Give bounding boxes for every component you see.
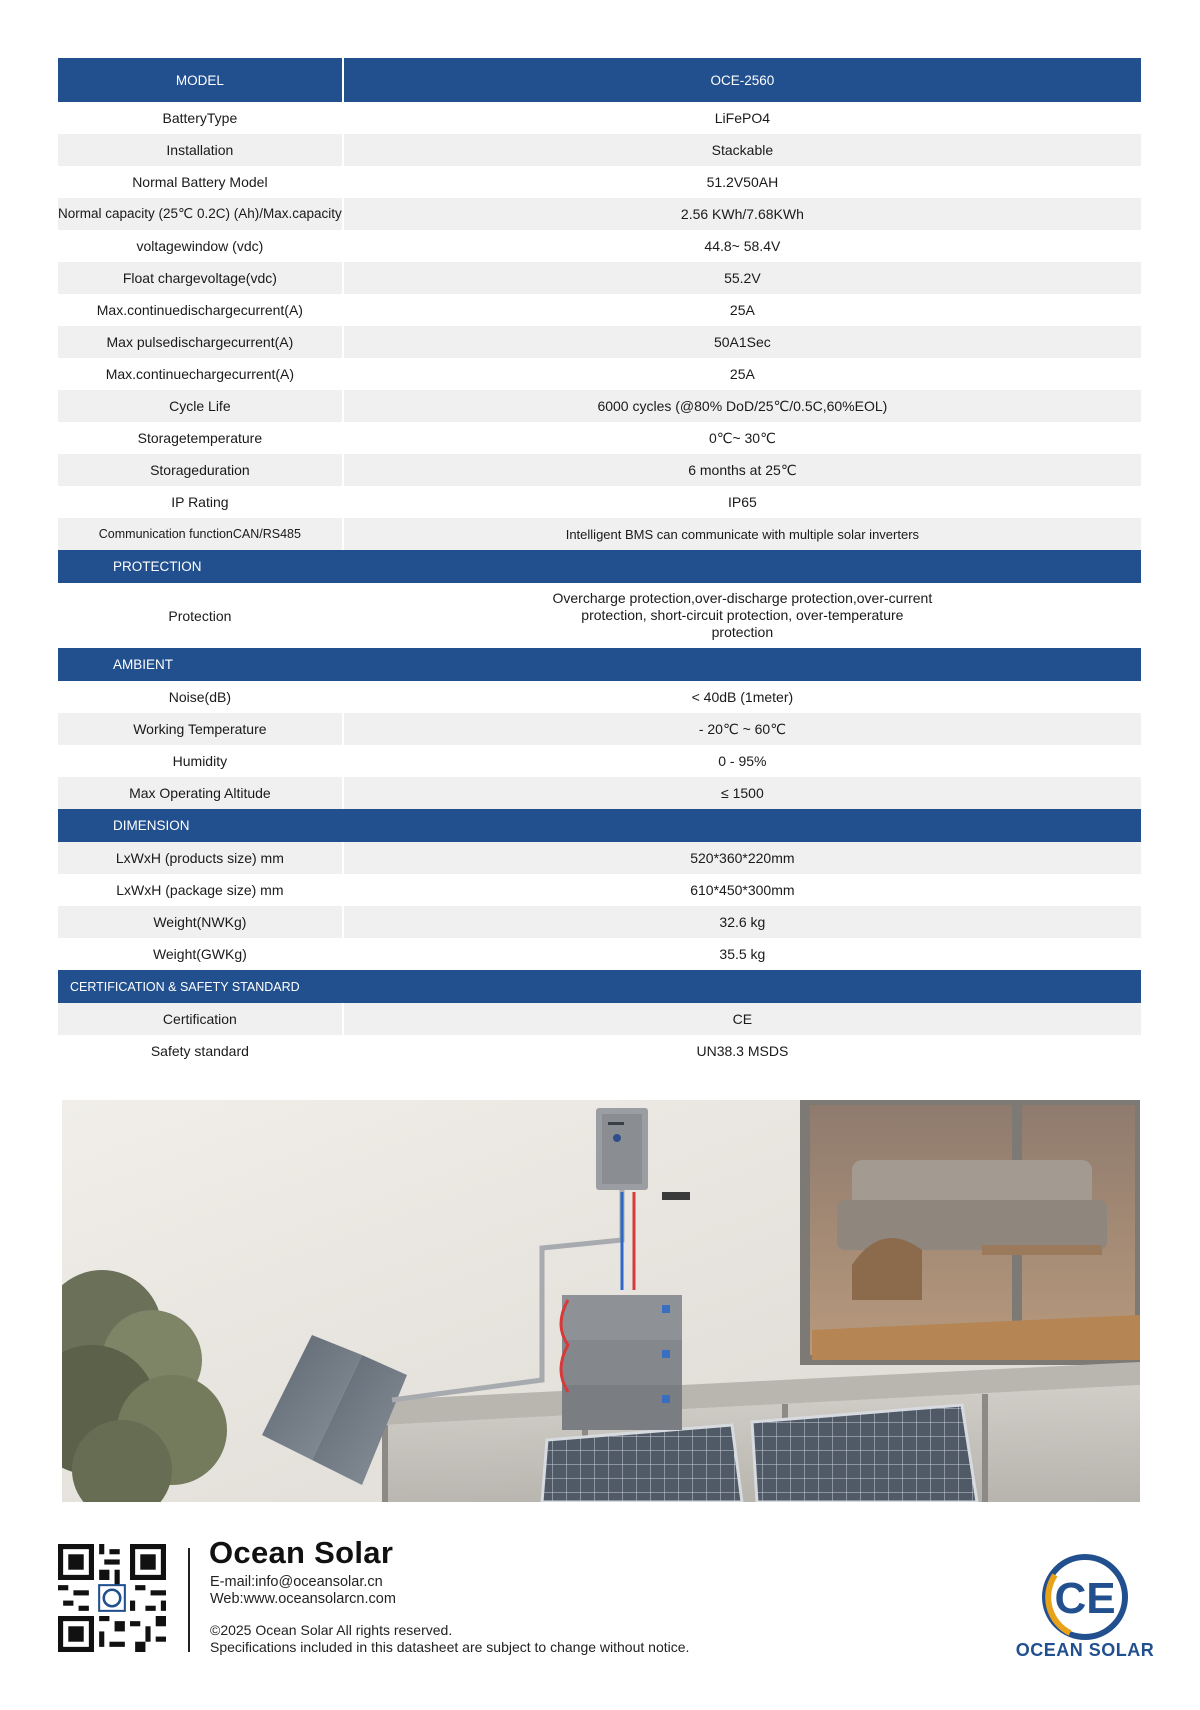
protection-line: protection, short-circuit protection, over-temperature bbox=[581, 607, 904, 623]
row-value: 35.5 kg bbox=[343, 938, 1141, 970]
table-row bbox=[58, 166, 1141, 198]
protection-line: protection bbox=[711, 624, 774, 640]
row-value: 44.8~ 58.4V bbox=[343, 230, 1141, 262]
table-row bbox=[58, 390, 1141, 422]
protection-lines bbox=[553, 590, 933, 641]
row-value: ≤ 1500 bbox=[343, 777, 1141, 809]
row-label: Max Operating Altitude bbox=[58, 777, 343, 809]
row-label: Storageduration bbox=[58, 454, 343, 486]
row-value: Stackable bbox=[343, 134, 1141, 166]
section-title: AMBIENT bbox=[58, 648, 1141, 681]
row-value: 32.6 kg bbox=[343, 906, 1141, 938]
battery-stack bbox=[561, 1295, 682, 1430]
table-row bbox=[58, 938, 1141, 970]
row-label: Weight(GWKg) bbox=[152, 946, 247, 962]
row-value: UN38.3 MSDS bbox=[343, 1035, 1141, 1067]
table-row bbox=[58, 1003, 1141, 1035]
row-label: Max.continuedischargecurrent(A) bbox=[96, 302, 303, 318]
table-row bbox=[58, 134, 1141, 166]
table-row bbox=[58, 745, 1141, 777]
table-row bbox=[58, 681, 1141, 713]
protection-header bbox=[58, 550, 1141, 583]
table-row bbox=[58, 262, 1141, 294]
table-row bbox=[58, 518, 1141, 550]
row-value: 520*360*220mm bbox=[343, 842, 1141, 874]
table-row bbox=[58, 422, 1141, 454]
notice-text: Specifications included in this datasheet are subject to change without notice. bbox=[210, 1639, 690, 1655]
email-link[interactable]: E-mail:info@oceansolar.cn bbox=[210, 1574, 383, 1590]
row-label: LxWxH (products size) mm bbox=[58, 842, 343, 874]
row-label: voltagewindow (vdc) bbox=[136, 238, 264, 254]
inverter-unit bbox=[596, 1108, 648, 1190]
table-row bbox=[58, 713, 1141, 745]
table-row bbox=[58, 874, 1141, 906]
website-link[interactable]: Web:www.oceansolarcn.com bbox=[210, 1591, 396, 1607]
table-row bbox=[58, 326, 1141, 358]
table-row bbox=[58, 230, 1141, 262]
section-title: DIMENSION bbox=[58, 809, 1141, 842]
model-value: OCE-2560 bbox=[343, 58, 1141, 102]
logo-text: OCEAN SOLAR bbox=[1015, 1640, 1155, 1660]
copyright-block bbox=[210, 1622, 689, 1656]
table-row bbox=[58, 906, 1141, 938]
table-row bbox=[58, 294, 1141, 326]
row-label: Noise(dB) bbox=[168, 689, 231, 705]
table-row bbox=[58, 842, 1141, 874]
row-label: Max pulsedischargecurrent(A) bbox=[58, 326, 343, 358]
row-value: 55.2V bbox=[343, 262, 1141, 294]
contact-block bbox=[210, 1574, 396, 1608]
row-label: Installation bbox=[58, 134, 343, 166]
table-row bbox=[58, 198, 1141, 230]
table-row bbox=[58, 1035, 1141, 1067]
spec-table bbox=[58, 58, 1141, 1067]
row-label: Weight(NWKg) bbox=[58, 906, 343, 938]
row-label: BatteryType bbox=[162, 110, 238, 126]
row-label: Certification bbox=[58, 1003, 343, 1035]
row-value: 610*450*300mm bbox=[343, 874, 1141, 906]
brand-name: Ocean Solar bbox=[209, 1535, 394, 1570]
row-value: LiFePO4 bbox=[343, 102, 1141, 134]
model-label: MODEL bbox=[58, 58, 343, 102]
section-title: CERTIFICATION & SAFETY STANDARD bbox=[58, 970, 1141, 1003]
row-label: Max.continuechargecurrent(A) bbox=[105, 366, 295, 382]
row-value: 25A bbox=[343, 358, 1141, 390]
logo-letters: CE bbox=[1054, 1574, 1116, 1623]
row-value: 50A1Sec bbox=[343, 326, 1141, 358]
balcony-scene-illustration bbox=[62, 1100, 1140, 1502]
row-value: 25A bbox=[343, 294, 1141, 326]
row-value: < 40dB (1meter) bbox=[343, 681, 1141, 713]
row-label: Communication functionCAN/RS485 bbox=[58, 518, 343, 550]
footer bbox=[0, 1530, 1200, 1710]
row-label: Cycle Life bbox=[58, 390, 343, 422]
row-label: Protection bbox=[168, 607, 232, 624]
row-value: CE bbox=[343, 1003, 1141, 1035]
protection-line: Overcharge protection,over-discharge protection,over-current bbox=[552, 590, 933, 606]
row-value: IP65 bbox=[343, 486, 1141, 518]
certification-header bbox=[58, 970, 1141, 1003]
row-value: - 20℃ ~ 60℃ bbox=[343, 713, 1141, 745]
row-label: Normal Battery Model bbox=[132, 174, 268, 190]
row-value: 6 months at 25℃ bbox=[343, 454, 1141, 486]
dimension-header bbox=[58, 809, 1141, 842]
row-label: Safety standard bbox=[150, 1043, 249, 1059]
row-value: 6000 cycles (@80% DoD/25℃/0.5C,60%EOL) bbox=[343, 390, 1141, 422]
row-label: Humidity bbox=[172, 753, 228, 769]
window-room bbox=[805, 1100, 1140, 1360]
row-label: Storagetemperature bbox=[137, 430, 263, 446]
row-value: 51.2V50AH bbox=[343, 166, 1141, 198]
row-value: 2.56 KWh/7.68KWh bbox=[343, 198, 1141, 230]
table-row bbox=[58, 454, 1141, 486]
model-header-row bbox=[58, 58, 1141, 102]
row-value: Intelligent BMS can communicate with multiple solar inverters bbox=[343, 518, 1141, 550]
copyright-text: ©2025 Ocean Solar All rights reserved. bbox=[210, 1622, 453, 1638]
ambient-header bbox=[58, 648, 1141, 681]
section-title: PROTECTION bbox=[58, 550, 1141, 583]
row-label: Float chargevoltage(vdc) bbox=[58, 262, 343, 294]
protection-value bbox=[343, 583, 1141, 648]
table-row bbox=[58, 777, 1141, 809]
row-label: Normal capacity (25℃ 0.2C) (Ah)/Max.capacity bbox=[58, 198, 343, 230]
row-value: 0℃~ 30℃ bbox=[343, 422, 1141, 454]
table-row bbox=[58, 486, 1141, 518]
table-row bbox=[58, 102, 1141, 134]
table-row bbox=[58, 583, 1141, 648]
row-label: LxWxH (package size) mm bbox=[116, 882, 284, 898]
table-row bbox=[58, 358, 1141, 390]
row-label: Working Temperature bbox=[58, 713, 343, 745]
row-value: 0 - 95% bbox=[343, 745, 1141, 777]
footer-divider bbox=[188, 1548, 190, 1652]
product-scene-photo bbox=[62, 1100, 1140, 1502]
qr-code-icon[interactable] bbox=[58, 1544, 166, 1652]
row-label: IP Rating bbox=[171, 494, 229, 510]
